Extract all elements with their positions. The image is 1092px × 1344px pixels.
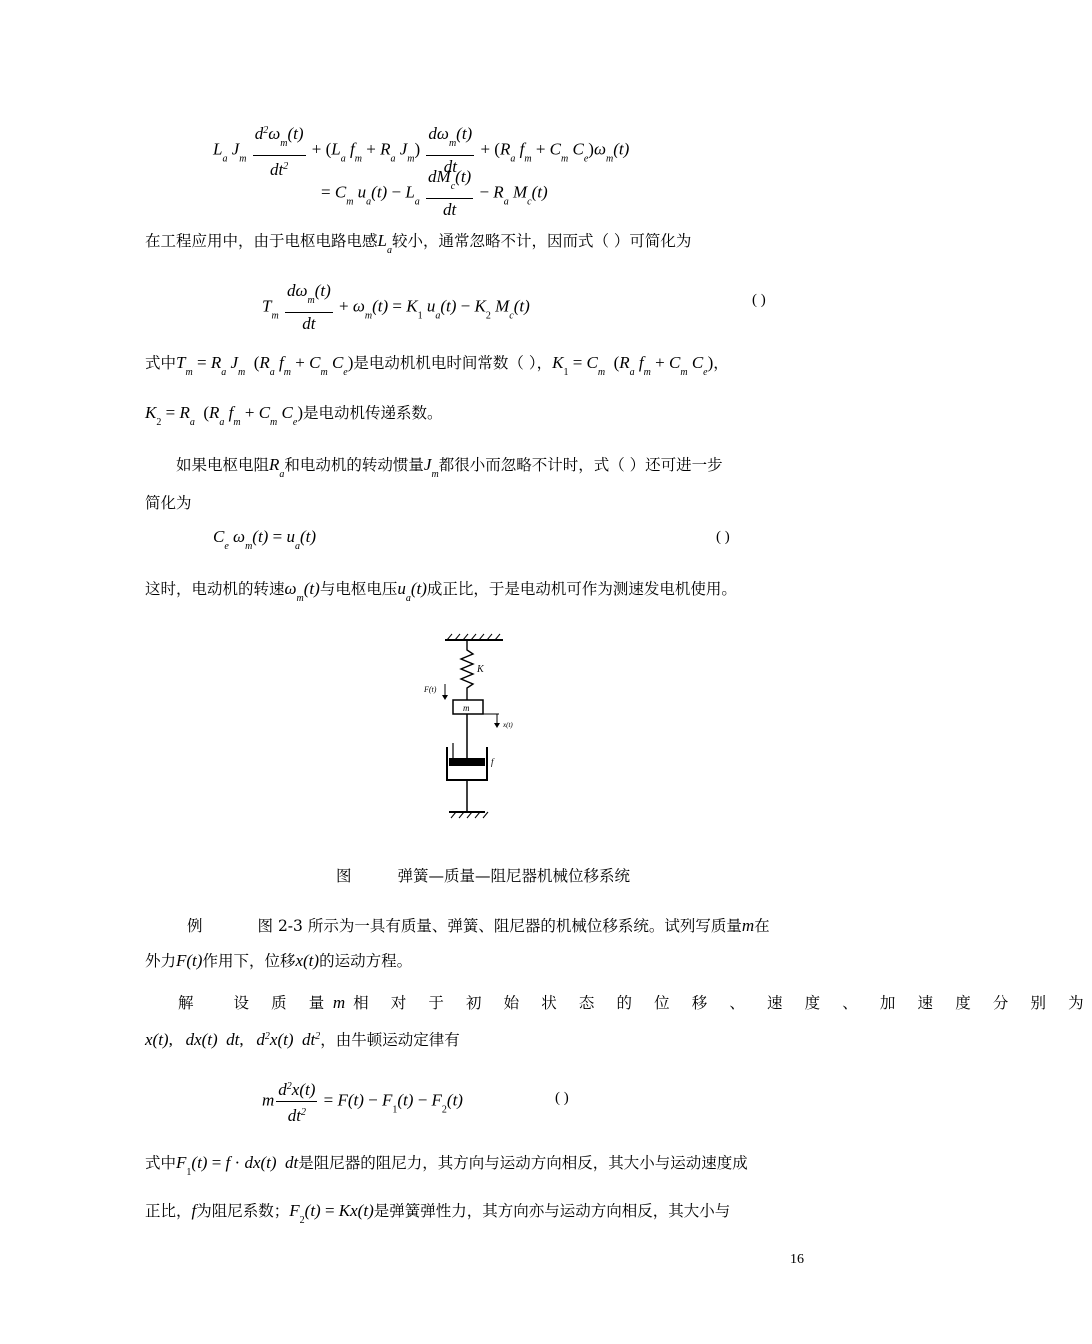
text-segment: 式中 xyxy=(145,1154,177,1172)
text-segment: 在工程应用中，由于电枢电路电感 xyxy=(145,232,378,250)
text-segment: 为阻尼系数； xyxy=(196,1202,290,1220)
paragraph-tachogenerator xyxy=(145,578,737,610)
text-segment: 作用下，位移 xyxy=(202,952,296,970)
paragraph-transfer-coefficient xyxy=(145,402,443,434)
math-la: $L_a$ xyxy=(377,231,392,256)
force-label: F(t) xyxy=(424,685,437,694)
spring-label: K xyxy=(477,664,484,675)
damper-piston xyxy=(449,758,485,766)
text-segment: 是电动机机电时间常数（ ）， xyxy=(353,354,553,372)
text-segment: 式中 xyxy=(145,354,177,372)
math-f1: $F_1(t) = f \cdot dx(t)$ dt xyxy=(176,1153,299,1178)
equation-number: ( ) xyxy=(716,529,730,545)
math-xt: x(t) xyxy=(295,951,320,970)
paragraph-spring-force xyxy=(145,1200,730,1232)
text-segment: 图 2-3 所示为一具有质量、弹簧、阻尼器的机械位移系统。试列写质量 xyxy=(257,917,742,935)
text-segment: ，由牛顿运动定律有 xyxy=(320,1031,460,1049)
math-k2: $K_2 = R_a$ ($R_a$ $f_m + C_m$ $C_e$) xyxy=(145,403,303,428)
force-arrow-head xyxy=(442,695,448,700)
spring-mass-damper-figure xyxy=(415,632,555,828)
equation-second: $T_m$ $\frac{d\omega_m(t)}{dt}$ + $\omega_m(t) = K_1$ $u_a(t) - K_2$ $M_c(t)$ xyxy=(262,281,530,333)
solution-paragraph-line2 xyxy=(145,1026,460,1051)
displacement-label: x(t) xyxy=(503,721,513,729)
damper-label: f xyxy=(491,757,494,767)
math-ft: F(t) xyxy=(176,951,203,970)
equation-fourth: m $\frac{d^2x(t)}{dt^2}$ = $F(t) - F_1(t) - F_2(t)$ xyxy=(262,1080,463,1125)
spring xyxy=(461,640,473,700)
page-number: 16 xyxy=(790,1252,804,1267)
text-segment: 相 对 于 初 始 状 态 的 位 移 、 速 度 、 加 速 度 分 别 为 xyxy=(353,994,1092,1012)
text-segment: 较小，通常忽略不计，因而式（ ）可简化为 xyxy=(391,232,692,250)
paragraph-damping-force xyxy=(145,1152,748,1184)
text-segment: 如果电枢电阻 xyxy=(176,456,270,474)
math-f2: $F_2(t) = Kx(t)$ xyxy=(289,1201,374,1226)
math-k1: $K_1 = C_m$ ($R_a$ $f_m + C_m$ $C_e$) xyxy=(552,353,714,378)
text-segment: 外力 xyxy=(145,952,177,970)
example-label: 例 xyxy=(187,917,203,935)
example-paragraph-line2 xyxy=(145,950,412,972)
caption-title: 弹簧—质量—阻尼器机械位移系统 xyxy=(397,867,631,885)
text-segment: 是阻尼器的阻尼力，其方向与运动方向相反，其大小与运动速度成 xyxy=(298,1154,748,1172)
solution-label: 解 xyxy=(178,994,194,1012)
math-omega-m: $\omega_m(t)$ xyxy=(284,579,320,604)
math-f: f xyxy=(191,1201,197,1220)
paragraph-time-constant xyxy=(145,352,729,384)
math-m: m xyxy=(741,916,755,935)
text-segment: 在 xyxy=(754,917,770,935)
equation-number: ( ) xyxy=(555,1090,569,1106)
math-m: m xyxy=(332,993,346,1012)
equation-number: ( ) xyxy=(752,292,766,308)
equation-third: $C_e$ $\omega_m(t) = u_a(t)$ xyxy=(213,527,316,552)
solution-paragraph xyxy=(178,992,1092,1014)
text-segment: ， xyxy=(713,354,729,372)
math-ua: $u_a(t)$ xyxy=(397,579,427,604)
displacement-arrow-head xyxy=(494,723,500,728)
math-ra: $R_a$ xyxy=(269,455,285,480)
equation-first-line1: $L_a$ $J_m$ $\frac{d^2\omega_m(t)}{dt^2}$ + ($L_a$ $f_m + R_a$ $J_m$) $\frac{d\omega_m(t)}{dt}$ + ($R_a$ $f_m + C_m$ $C_e)\omega_m(t)$ xyxy=(213,124,630,179)
example-paragraph xyxy=(187,915,770,937)
math-derivatives: x(t), dx(t) dt, $d^2x(t)$ $dt^2$ xyxy=(145,1030,321,1049)
text-segment: 是电动机传递系数。 xyxy=(303,404,443,422)
math-tm: $T_m = R_a$ $J_m$ ($R_a$ $f_m + C_m$ $C_e$) xyxy=(176,353,354,378)
paragraph-further-simplify xyxy=(176,454,723,486)
text-segment: 设 质 量 xyxy=(233,994,333,1012)
math-jm: $J_m$ xyxy=(423,455,439,480)
paragraph-further-simplify-line2: 简化为 xyxy=(145,494,192,512)
caption-prefix: 图 xyxy=(336,867,352,885)
text-segment: 是弹簧弹性力，其方向亦与运动方向相反，其大小与 xyxy=(373,1202,731,1220)
text-segment: 正比， xyxy=(145,1202,192,1220)
equation-first-line2: = $C_m$ $u_a(t) - L_a$ $\frac{dM_c(t)}{dt}$ − $R_a$ $M_c(t)$ xyxy=(321,167,548,219)
text-segment: 都很小而忽略不计时，式（ ）还可进一步 xyxy=(438,456,723,474)
text-segment: 成正比，于是电动机可作为测速发电机使用。 xyxy=(426,580,737,598)
text-segment: 这时，电动机的转速 xyxy=(145,580,285,598)
text-segment: 和电动机的转动惯量 xyxy=(284,456,424,474)
text-segment: 的运动方程。 xyxy=(319,952,413,970)
mass-label: m xyxy=(463,703,470,713)
figure-caption xyxy=(336,866,630,886)
paragraph-simplification xyxy=(145,230,691,262)
text-segment: 与电枢电压 xyxy=(319,580,398,598)
